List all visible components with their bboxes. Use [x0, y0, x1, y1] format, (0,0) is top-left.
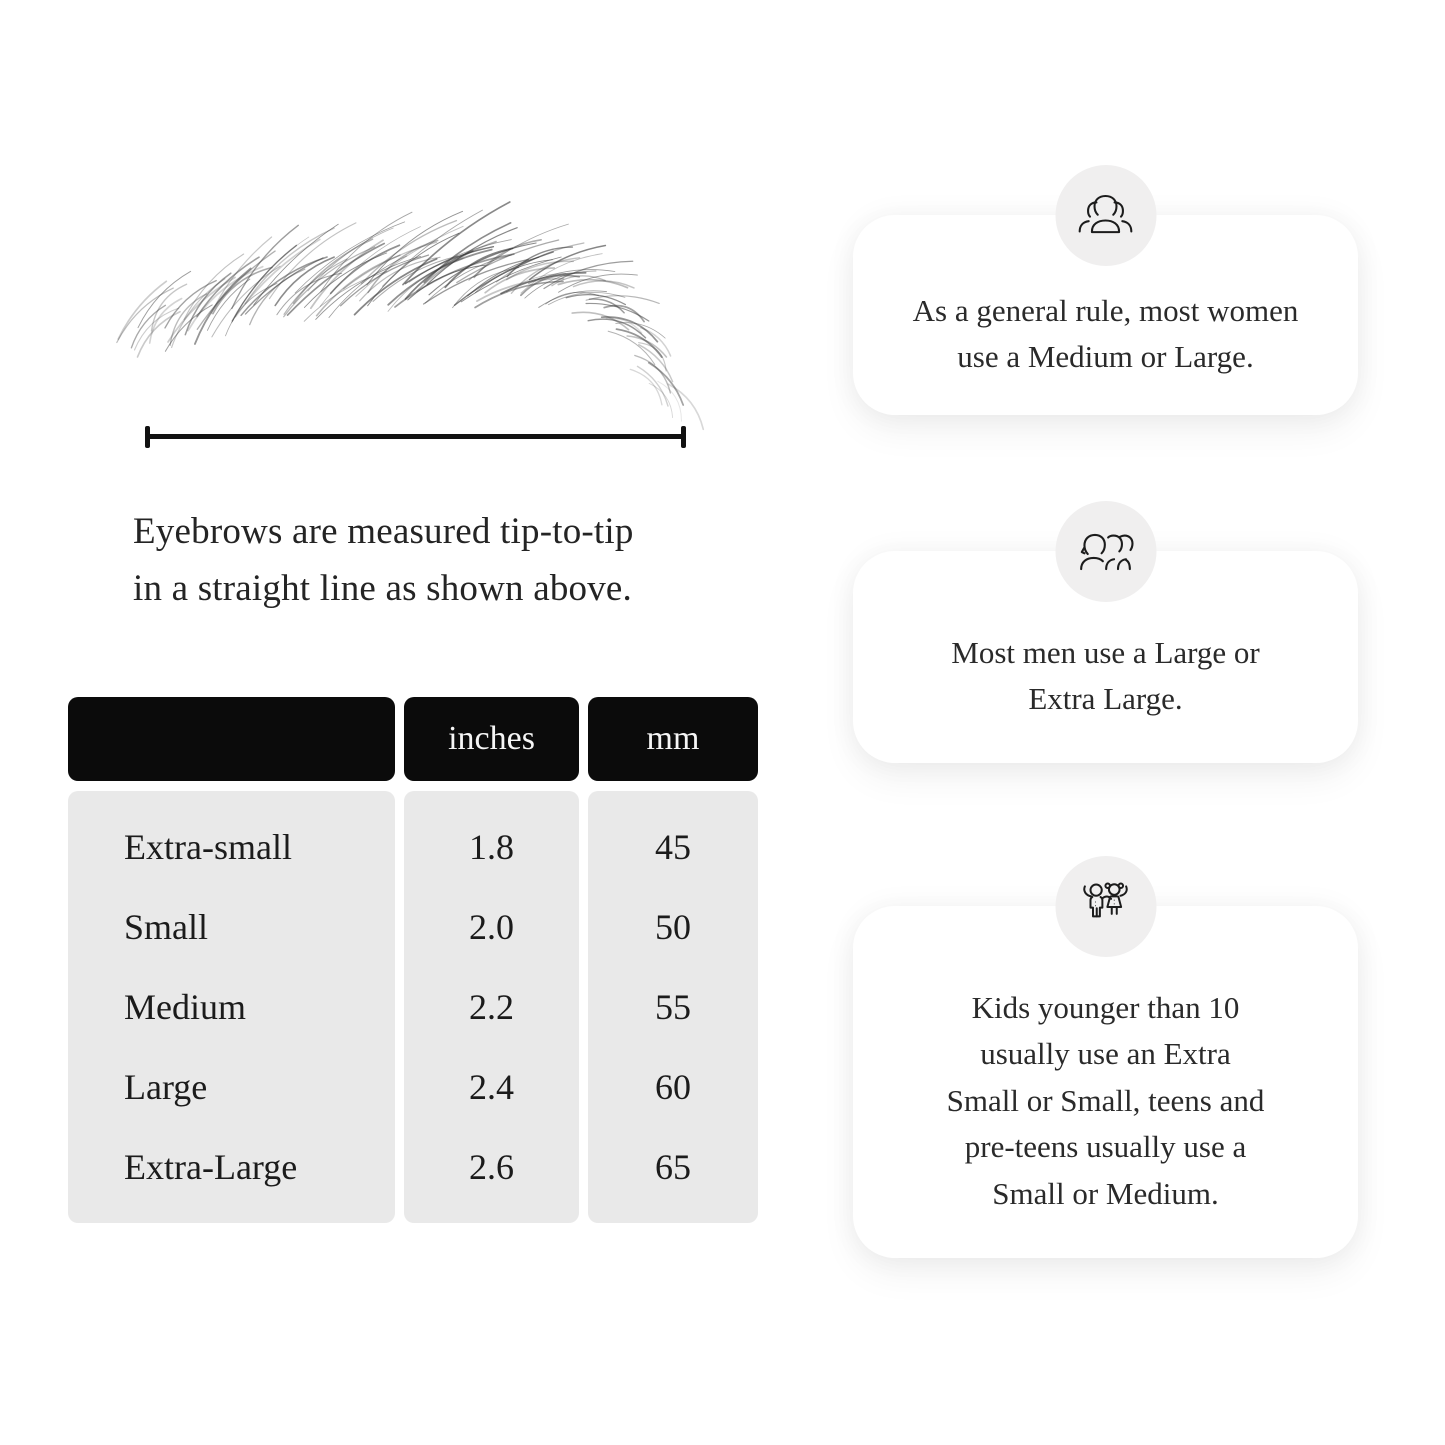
info-card-men-line1: Most men use a Large or	[951, 634, 1260, 670]
size-inches-value: 1.8	[469, 827, 514, 867]
size-inches-value: 2.0	[469, 907, 514, 947]
size-table-header-mm: mm	[588, 697, 758, 781]
size-table	[68, 697, 758, 1223]
size-table-header-row	[68, 697, 758, 781]
eyebrow-drawing	[118, 222, 698, 417]
size-mm-value: 45	[655, 827, 691, 867]
info-card-kids-line5: Small or Medium.	[992, 1175, 1219, 1211]
info-card-women-line2: use a Medium or Large.	[957, 339, 1254, 374]
info-card-women-line1: As a general rule, most women	[912, 292, 1299, 328]
size-label: Extra-small	[124, 827, 292, 867]
size-table-mm-column	[588, 791, 758, 1223]
size-label: Medium	[124, 987, 246, 1027]
info-card-men-line2: Extra Large.	[1028, 681, 1183, 716]
size-table-body	[68, 791, 758, 1223]
info-card-kids	[853, 906, 1358, 1258]
size-mm-value: 55	[655, 987, 691, 1027]
size-inches-value: 2.4	[469, 1067, 514, 1107]
measurement-line-right-cap	[681, 426, 686, 448]
info-card-women-text	[913, 288, 1299, 381]
info-card-men	[853, 551, 1358, 763]
measurement-line	[146, 434, 685, 439]
eyebrow-illustration	[118, 222, 698, 417]
info-card-kids-line3: Small or Small, teens and	[946, 1082, 1265, 1118]
men-group-icon	[1055, 501, 1156, 602]
info-card-kids-line1: Kids younger than 10	[971, 989, 1240, 1025]
measurement-caption-line1: Eyebrows are measured tip-to-tip	[133, 511, 634, 552]
size-label: Extra-Large	[124, 1147, 298, 1187]
info-card-women	[853, 215, 1358, 415]
size-mm-value: 60	[655, 1067, 691, 1107]
info-card-kids-text	[947, 985, 1265, 1218]
size-inches-value: 2.2	[469, 987, 514, 1027]
kids-icon	[1055, 856, 1156, 957]
info-card-kids-line2: usually use an Extra	[980, 1036, 1231, 1072]
size-table-name-column	[68, 791, 395, 1223]
measurement-line-left-cap	[145, 426, 150, 448]
info-card-kids-line4: pre-teens usually use a	[964, 1129, 1247, 1165]
measurement-caption	[133, 503, 733, 618]
size-mm-value: 50	[655, 907, 691, 947]
women-group-icon	[1055, 165, 1156, 266]
size-table-corner-cell	[68, 697, 395, 781]
size-table-header-inches: inches	[404, 697, 579, 781]
measurement-caption-line2: in a straight line as shown above.	[133, 568, 633, 610]
info-card-men-text	[951, 630, 1260, 723]
size-label: Small	[124, 907, 209, 947]
size-inches-value: 2.6	[469, 1147, 514, 1187]
size-label: Large	[124, 1067, 208, 1107]
size-table-inches-column	[404, 791, 579, 1223]
size-mm-value: 65	[655, 1147, 691, 1187]
